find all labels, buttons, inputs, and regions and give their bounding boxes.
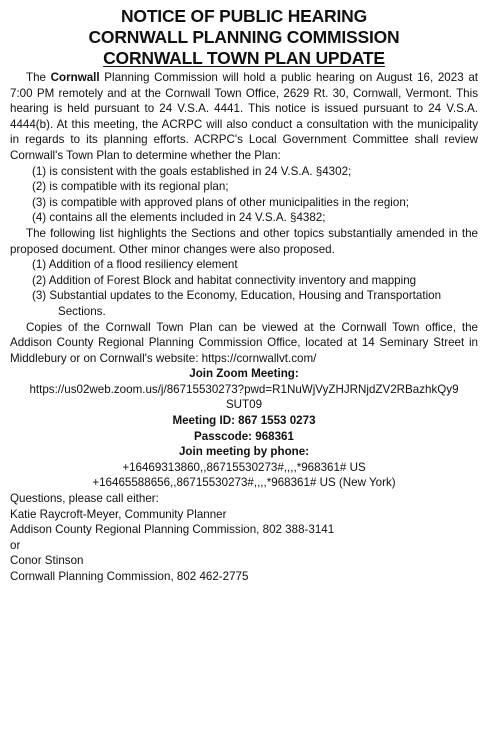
notice-title: NOTICE OF PUBLIC HEARING bbox=[120, 6, 368, 26]
zoom-link[interactable]: https://us02web.zoom.us/j/86715530273?pwd=R1NuWjVyZHJRNjdZV2RBazhkQy9SUT09 bbox=[29, 382, 459, 412]
phone-number: +16469313860,,86715530273#,,,,*968361# US bbox=[122, 460, 366, 474]
contact-name: Katie Raycroft-Meyer, Community Planner bbox=[10, 507, 227, 521]
phone-number: +16465588656,,86715530273#,,,,*968361# US (New York) bbox=[92, 476, 396, 490]
plan-update-title: CORNWALL TOWN PLAN UPDATE bbox=[103, 48, 385, 68]
criteria-item: (1) is consistent with the goals established in 24 V.S.A. §4302; bbox=[32, 164, 352, 178]
intro-text: Planning Commission will hold a public hearing on August 16, 2023 at 7:00 PM remotely and at the Cornwall Town Office, 2629 Rt. 30, Cornwall, Vermont. This hearing is held pursuant to 24 V.S.A. 4441. This notice is issued pursuant to 24 V.S.A. 4444(b). At this meeting, the ACRPC will also conduct a consultation with the municipality in regards to its planning efforts. ACRPC's Local Government Committee shall review Cornwall's Town Plan to determine whether the Plan: bbox=[10, 71, 478, 162]
intro-org: Cornwall bbox=[50, 71, 100, 84]
passcode: Passcode: 968361 bbox=[194, 429, 294, 443]
phone-heading: Join meeting by phone: bbox=[178, 445, 310, 459]
contact-or: or bbox=[10, 538, 21, 552]
commission-title: CORNWALL PLANNING COMMISSION bbox=[88, 27, 400, 47]
highlight-item: (1) Addition of a flood resiliency element bbox=[32, 258, 238, 272]
meeting-id: Meeting ID: 867 1553 0273 bbox=[172, 414, 316, 428]
contacts-intro: Questions, please call either: bbox=[10, 492, 159, 506]
highlights-intro: The following list highlights the Sections and other topics substantially amended in the proposed document. Other minor changes were also proposed. bbox=[10, 226, 478, 256]
criteria-item: (4) contains all the elements included in 24 V.S.A. §4382; bbox=[32, 211, 326, 225]
highlight-item: (3) Substantial updates to the Economy, Education, Housing and Transportation Sections. bbox=[32, 289, 442, 318]
copies-paragraph: Copies of the Cornwall Town Plan can be viewed at the Cornwall Town office, the Addison County Regional Planning Commission Office, located at 14 Seminary Street in Middlebury or on Cornwall's website: https://cornwallvt.com/ bbox=[10, 320, 478, 365]
contact-org: Addison County Regional Planning Commission, 802 388-3141 bbox=[10, 523, 335, 537]
zoom-heading: Join Zoom Meeting: bbox=[189, 367, 299, 381]
contact-name: Conor Stinson bbox=[10, 554, 84, 568]
criteria-item: (2) is compatible with its regional plan; bbox=[32, 180, 229, 194]
intro-lead: The bbox=[26, 71, 51, 84]
highlight-item: (2) Addition of Forest Block and habitat connectivity inventory and mapping bbox=[32, 273, 417, 287]
criteria-item: (3) is compatible with approved plans of other municipalities in the region; bbox=[32, 195, 409, 209]
contact-org: Cornwall Planning Commission, 802 462-2775 bbox=[10, 570, 249, 583]
intro-paragraph bbox=[10, 70, 478, 164]
